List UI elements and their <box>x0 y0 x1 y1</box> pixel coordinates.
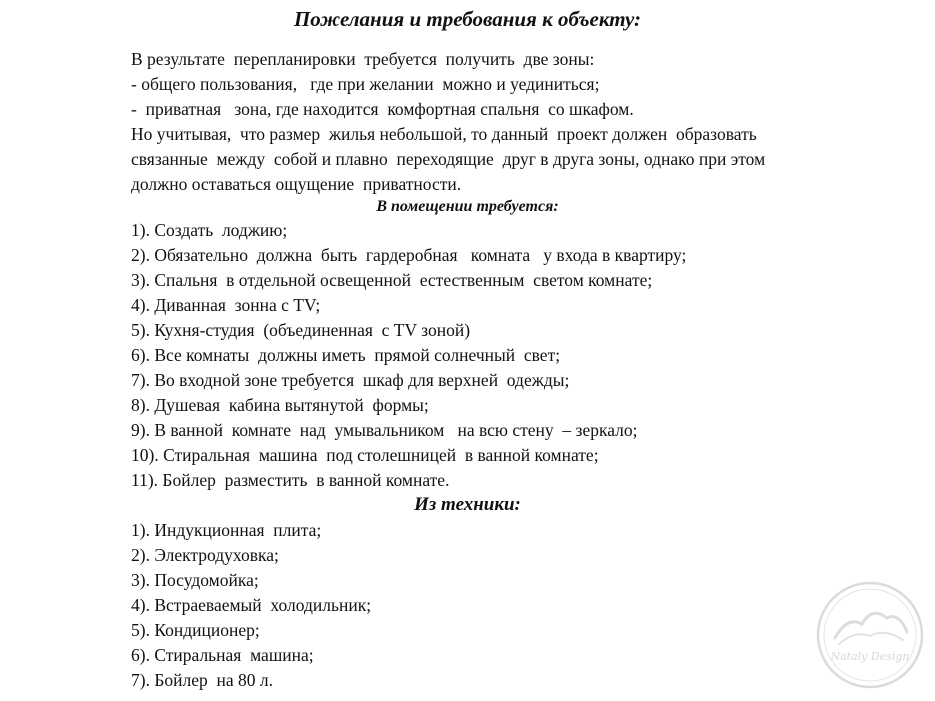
requirement-item: 3). Спальня в отдельной освещенной естественным светом комнате; <box>131 270 653 290</box>
requirement-item: 11). Бойлер разместить в ванной комнате. <box>131 470 450 490</box>
appliance-item: 6). Стиральная машина; <box>131 645 314 665</box>
requirement-item: 4). Диванная зонна с TV; <box>131 295 321 315</box>
requirement-item: 5). Кухня-студия (объединенная с TV зоной) <box>131 320 471 340</box>
requirement-item: 6). Все комнаты должны иметь прямой солнечный свет; <box>131 345 561 365</box>
watermark-text: Nataly Design <box>830 650 910 663</box>
appliance-item: 1). Индукционная плита; <box>131 520 322 540</box>
intro-line: должно оставаться ощущение приватности. <box>131 174 462 194</box>
appliances-heading: Из техники: <box>414 494 521 515</box>
requirements-heading: В помещении требуется: <box>376 198 559 215</box>
requirement-item: 8). Душевая кабина вытянутой формы; <box>131 395 429 415</box>
requirement-item: 7). Во входной зоне требуется шкаф для верхней одежды; <box>131 370 570 390</box>
appliance-item: 4). Встраеваемый холодильник; <box>131 595 372 615</box>
appliance-item: 3). Посудомойка; <box>131 570 259 590</box>
watermark-logo-icon <box>815 580 925 690</box>
appliance-item: 5). Кондиционер; <box>131 620 260 640</box>
document-title: Пожелания и требования к объекту: <box>293 7 642 31</box>
requirement-item: 2). Обязательно должна быть гардеробная комната у входа в квартиру; <box>131 245 687 265</box>
intro-line: - общего пользования, где при желании можно и уединиться; <box>131 74 600 94</box>
requirement-item: 10). Стиральная машина под столешницей в ванной комнате; <box>131 445 599 465</box>
intro-line: Но учитывая, что размер жилья небольшой, то данный проект должен образовать <box>131 124 757 144</box>
requirement-item: 1). Создать лоджию; <box>131 220 288 240</box>
intro-line: В результате перепланировки требуется получить две зоны: <box>131 49 595 69</box>
appliance-item: 7). Бойлер на 80 л. <box>131 670 273 690</box>
appliance-item: 2). Электродуховка; <box>131 545 279 565</box>
requirement-item: 9). В ванной комнате над умывальником на всю стену – зеркало; <box>131 420 638 440</box>
intro-line: связанные между собой и плавно переходящие друг в друга зоны, однако при этом <box>131 149 766 169</box>
intro-line: - приватная зона, где находится комфортная спальня со шкафом. <box>131 99 634 119</box>
